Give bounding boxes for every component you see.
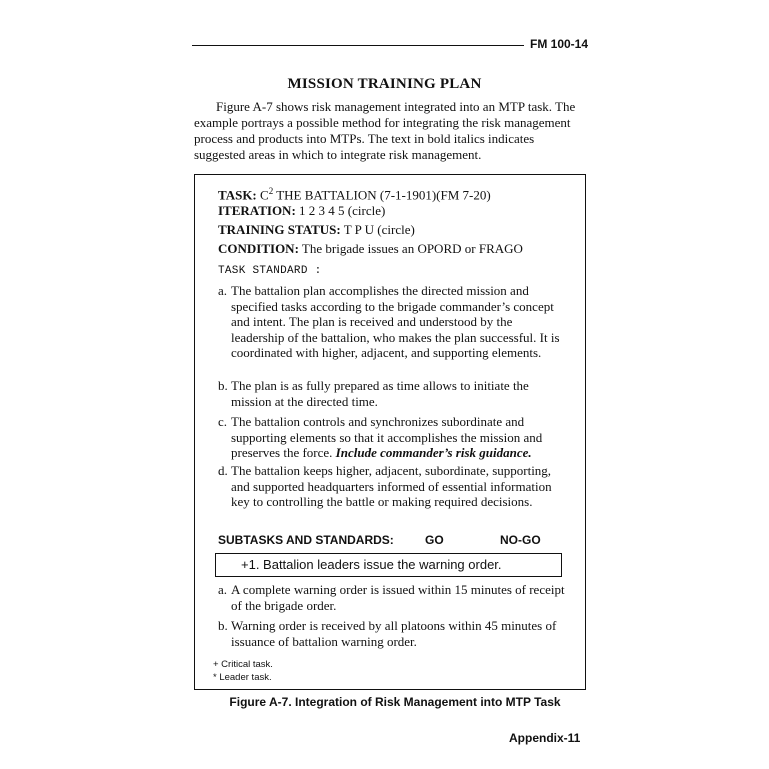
- risk-guidance-emphasis: Include commander’s risk guidance.: [335, 445, 532, 460]
- subtask-title: +1. Battalion leaders issue the warning order.: [215, 553, 562, 577]
- status-line: [218, 222, 415, 238]
- subtask-standard-text: Warning order is received by all platoons within 45 minutes of issuance of battalion warning order.: [231, 618, 557, 649]
- standard-label: d.: [218, 463, 228, 478]
- subtask-standard-label: b.: [218, 618, 228, 633]
- condition-value: The brigade issues an OPORD or FRAGO: [298, 241, 523, 256]
- figure-caption: Figure A-7. Integration of Risk Management into MTP Task: [229, 695, 561, 709]
- condition-line: [218, 241, 523, 257]
- standard-text: The battalion plan accomplishes the directed mission and specified tasks according to the brigade commander’s concept and intent. The plan is received and understood by the leadership of the battalion, who makes the plan successful. It is coordinated with higher, adjacent, and supporting elements.: [231, 283, 560, 360]
- task-label: TASK:: [218, 187, 257, 203]
- subtasks-header: SUBTASKS AND STANDARDS:: [218, 533, 394, 547]
- standard-label: c.: [218, 414, 228, 429]
- task-text: THE BATTALION (7-1-1901)(FM 7-20): [273, 187, 491, 203]
- note-critical-task: + Critical task.: [213, 659, 273, 670]
- subtask-standard-a: [218, 582, 568, 613]
- intro-paragraph: Figure A-7 shows risk management integrated into an MTP task. The example portrays a possible method for integrating the risk management process and products into MTPs. The text in bold italics indicates suggested areas in which to integrate risk management.: [194, 99, 576, 162]
- nogo-label: NO-GO: [500, 533, 541, 547]
- iteration-value: 1 2 3 4 5 (circle): [295, 203, 386, 218]
- subtask-standard-text: A complete warning order is issued within 15 minutes of receipt of the brigade order.: [231, 582, 565, 613]
- task-sup: 2: [268, 186, 274, 196]
- iteration-label: ITERATION:: [218, 203, 296, 218]
- page-title: MISSION TRAINING PLAN: [287, 76, 482, 92]
- go-label: GO: [425, 533, 444, 547]
- subtask-standard-b: [218, 618, 568, 649]
- iteration-line: [218, 203, 385, 219]
- page-footer: Appendix-11: [509, 731, 581, 745]
- standard-c: [218, 414, 568, 461]
- standard-a: [218, 283, 568, 361]
- standard-b: [218, 378, 568, 409]
- standard-text: The battalion controls and synchronizes subordinate and supporting elements so that it accomplishes the mission and preserves the force.: [231, 414, 543, 460]
- condition-label: CONDITION:: [218, 241, 299, 256]
- standard-d: [218, 463, 568, 510]
- task-line: [218, 183, 491, 203]
- task-c: C: [260, 187, 269, 203]
- standard-text: The battalion keeps higher, adjacent, subordinate, supporting, and supported headquarters informed of essential information key to controlling the battle or making required decisions.: [231, 463, 552, 509]
- note-leader-task: * Leader task.: [213, 672, 272, 683]
- task-standard-label: TASK STANDARD :: [218, 265, 322, 277]
- subtask-standard-label: a.: [218, 582, 228, 597]
- standard-text: The plan is as fully prepared as time allows to initiate the mission at the directed time.: [231, 378, 529, 409]
- standard-text-wrap: [218, 414, 568, 461]
- standard-label: b.: [218, 378, 228, 393]
- status-label: TRAINING STATUS:: [218, 222, 341, 237]
- status-value: T P U (circle): [340, 222, 415, 237]
- standard-label: a.: [218, 283, 228, 298]
- doc-reference: FM 100-14: [530, 37, 589, 51]
- header-rule: [192, 45, 524, 46]
